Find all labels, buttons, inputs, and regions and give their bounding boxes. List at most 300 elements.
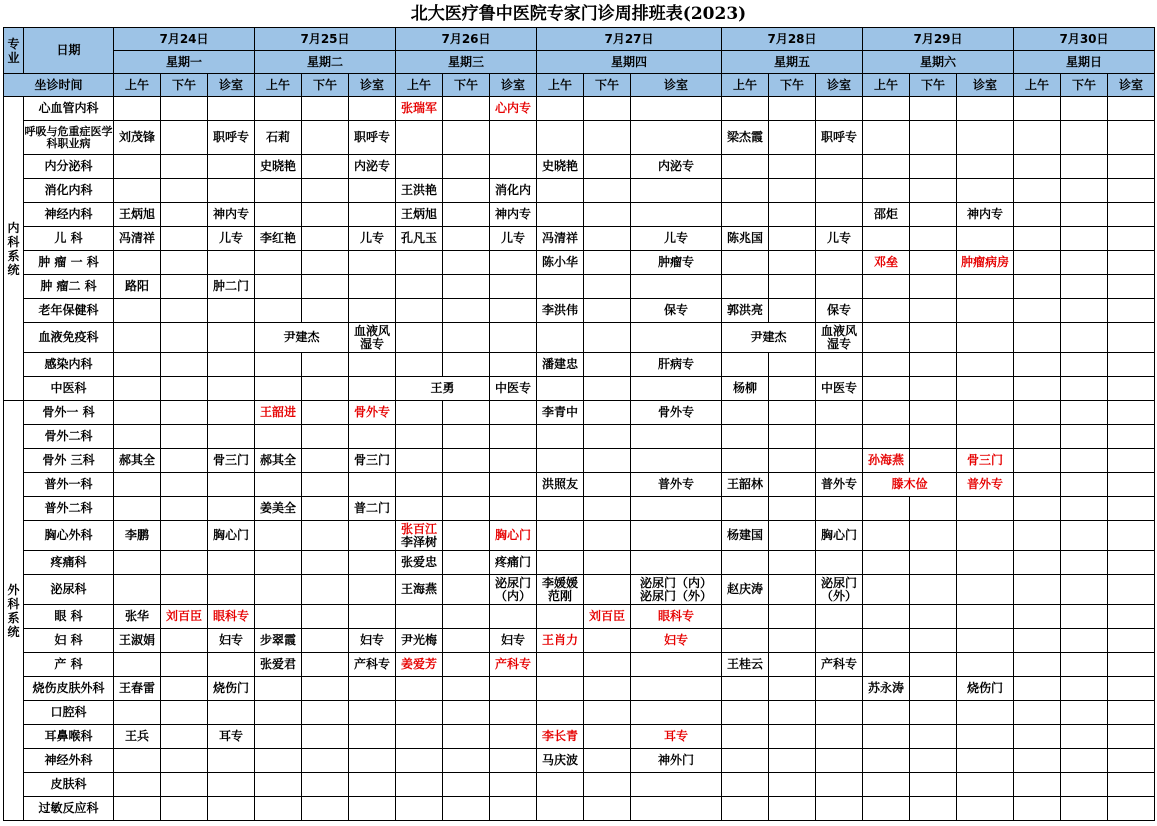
empty-cell bbox=[631, 425, 722, 449]
room-cell: 血液风湿专 bbox=[349, 323, 396, 353]
table-row bbox=[4, 677, 1155, 701]
empty-cell bbox=[302, 629, 349, 653]
empty-cell bbox=[1014, 773, 1061, 797]
empty-cell bbox=[1014, 203, 1061, 227]
empty-cell bbox=[1061, 551, 1108, 575]
empty-cell bbox=[255, 605, 302, 629]
empty-cell bbox=[302, 227, 349, 251]
room-cell: 烧伤门 bbox=[208, 677, 255, 701]
empty-cell bbox=[722, 401, 769, 425]
table-row bbox=[4, 203, 1155, 227]
empty-cell bbox=[722, 605, 769, 629]
empty-cell bbox=[302, 179, 349, 203]
doctor-cell: 尹建杰 bbox=[255, 323, 349, 353]
empty-cell bbox=[208, 797, 255, 821]
slot-header: 上午 bbox=[722, 74, 769, 97]
empty-cell bbox=[161, 473, 208, 497]
doctor-cell: 李长青 bbox=[537, 725, 584, 749]
empty-cell bbox=[302, 797, 349, 821]
empty-cell bbox=[490, 449, 537, 473]
empty-cell bbox=[816, 497, 863, 521]
empty-cell bbox=[910, 749, 957, 773]
empty-cell bbox=[1014, 323, 1061, 353]
empty-cell bbox=[722, 275, 769, 299]
doctor-cell: 杨建国 bbox=[722, 521, 769, 551]
empty-cell bbox=[161, 377, 208, 401]
empty-cell bbox=[302, 749, 349, 773]
empty-cell bbox=[537, 377, 584, 401]
empty-cell bbox=[349, 353, 396, 377]
empty-cell bbox=[396, 401, 443, 425]
empty-cell bbox=[722, 155, 769, 179]
empty-cell bbox=[863, 425, 910, 449]
day-weekday: 星期六 bbox=[863, 51, 1014, 74]
empty-cell bbox=[722, 449, 769, 473]
empty-cell bbox=[863, 299, 910, 323]
department-name: 中医科 bbox=[24, 377, 114, 401]
empty-cell bbox=[255, 677, 302, 701]
slot-header: 诊室 bbox=[631, 74, 722, 97]
room-cell: 妇专 bbox=[349, 629, 396, 653]
empty-cell bbox=[396, 353, 443, 377]
empty-cell bbox=[631, 97, 722, 121]
empty-cell bbox=[584, 275, 631, 299]
empty-cell bbox=[490, 701, 537, 725]
empty-cell bbox=[443, 179, 490, 203]
room-cell: 产科专 bbox=[816, 653, 863, 677]
empty-cell bbox=[1014, 227, 1061, 251]
empty-cell bbox=[769, 677, 816, 701]
empty-cell bbox=[910, 275, 957, 299]
room-cell: 神内专 bbox=[208, 203, 255, 227]
empty-cell bbox=[443, 227, 490, 251]
specialty-header: 专业 bbox=[4, 28, 24, 74]
empty-cell bbox=[910, 251, 957, 275]
empty-cell bbox=[863, 773, 910, 797]
empty-cell bbox=[114, 551, 161, 575]
table-row bbox=[4, 701, 1155, 725]
empty-cell bbox=[957, 629, 1014, 653]
empty-cell bbox=[957, 353, 1014, 377]
empty-cell bbox=[490, 251, 537, 275]
empty-cell bbox=[863, 725, 910, 749]
empty-cell bbox=[584, 251, 631, 275]
empty-cell bbox=[816, 797, 863, 821]
room-cell: 泌尿门（外） bbox=[816, 575, 863, 605]
empty-cell bbox=[1014, 299, 1061, 323]
empty-cell bbox=[722, 425, 769, 449]
room-cell: 骨三门 bbox=[208, 449, 255, 473]
empty-cell bbox=[863, 605, 910, 629]
session-time-header: 坐诊时间 bbox=[4, 74, 114, 97]
empty-cell bbox=[631, 203, 722, 227]
room-cell: 疼痛门 bbox=[490, 551, 537, 575]
empty-cell bbox=[255, 797, 302, 821]
doctor-cell: 冯清祥 bbox=[537, 227, 584, 251]
day-date: 7月26日 bbox=[396, 28, 537, 51]
empty-cell bbox=[302, 497, 349, 521]
empty-cell bbox=[957, 179, 1014, 203]
empty-cell bbox=[443, 497, 490, 521]
empty-cell bbox=[114, 97, 161, 121]
room-cell: 儿专 bbox=[490, 227, 537, 251]
empty-cell bbox=[349, 251, 396, 275]
empty-cell bbox=[769, 377, 816, 401]
empty-cell bbox=[769, 179, 816, 203]
page-title: 北大医疗鲁中医院专家门诊周排班表(2023) bbox=[410, 4, 747, 24]
empty-cell bbox=[816, 275, 863, 299]
department-name: 普外二科 bbox=[24, 497, 114, 521]
empty-cell bbox=[302, 251, 349, 275]
empty-cell bbox=[722, 497, 769, 521]
empty-cell bbox=[114, 377, 161, 401]
empty-cell bbox=[349, 97, 396, 121]
empty-cell bbox=[161, 701, 208, 725]
empty-cell bbox=[255, 275, 302, 299]
doctor-cell: 李红艳 bbox=[255, 227, 302, 251]
empty-cell bbox=[302, 203, 349, 227]
empty-cell bbox=[1014, 121, 1061, 155]
empty-cell bbox=[349, 425, 396, 449]
doctor-cell: 杨柳 bbox=[722, 377, 769, 401]
empty-cell bbox=[769, 797, 816, 821]
empty-cell bbox=[349, 203, 396, 227]
empty-cell bbox=[490, 473, 537, 497]
empty-cell bbox=[396, 473, 443, 497]
empty-cell bbox=[443, 353, 490, 377]
empty-cell bbox=[1014, 449, 1061, 473]
empty-cell bbox=[863, 653, 910, 677]
empty-cell bbox=[1061, 227, 1108, 251]
empty-cell bbox=[584, 521, 631, 551]
doctor-cell: 王洪艳 bbox=[396, 179, 443, 203]
empty-cell bbox=[816, 425, 863, 449]
room-cell: 产科专 bbox=[349, 653, 396, 677]
day-weekday: 星期一 bbox=[114, 51, 255, 74]
empty-cell bbox=[161, 521, 208, 551]
empty-cell bbox=[255, 473, 302, 497]
room-cell: 职呼专 bbox=[349, 121, 396, 155]
empty-cell bbox=[490, 275, 537, 299]
empty-cell bbox=[584, 773, 631, 797]
empty-cell bbox=[161, 121, 208, 155]
department-name: 泌尿科 bbox=[24, 575, 114, 605]
empty-cell bbox=[396, 701, 443, 725]
empty-cell bbox=[1061, 121, 1108, 155]
empty-cell bbox=[302, 725, 349, 749]
empty-cell bbox=[443, 605, 490, 629]
empty-cell bbox=[161, 425, 208, 449]
empty-cell bbox=[769, 575, 816, 605]
empty-cell bbox=[161, 299, 208, 323]
empty-cell bbox=[722, 251, 769, 275]
empty-cell bbox=[161, 401, 208, 425]
empty-cell bbox=[910, 497, 957, 521]
empty-cell bbox=[769, 551, 816, 575]
empty-cell bbox=[349, 575, 396, 605]
empty-cell bbox=[863, 401, 910, 425]
department-name: 烧伤皮肤外科 bbox=[24, 677, 114, 701]
empty-cell bbox=[769, 155, 816, 179]
day-date: 7月28日 bbox=[722, 28, 863, 51]
empty-cell bbox=[816, 629, 863, 653]
empty-cell bbox=[490, 497, 537, 521]
empty-cell bbox=[443, 629, 490, 653]
empty-cell bbox=[443, 551, 490, 575]
empty-cell bbox=[910, 299, 957, 323]
department-name: 妇 科 bbox=[24, 629, 114, 653]
empty-cell bbox=[396, 797, 443, 821]
doctor-cell: 尹光梅 bbox=[396, 629, 443, 653]
table-row bbox=[4, 749, 1155, 773]
doctor-cell: 洪照友 bbox=[537, 473, 584, 497]
doctor-cell: 邵炬 bbox=[863, 203, 910, 227]
empty-cell bbox=[349, 677, 396, 701]
empty-cell bbox=[910, 605, 957, 629]
empty-cell bbox=[863, 497, 910, 521]
empty-cell bbox=[255, 749, 302, 773]
empty-cell bbox=[1108, 749, 1155, 773]
empty-cell bbox=[396, 299, 443, 323]
empty-cell bbox=[910, 629, 957, 653]
empty-cell bbox=[302, 677, 349, 701]
empty-cell bbox=[957, 497, 1014, 521]
empty-cell bbox=[1014, 155, 1061, 179]
empty-cell bbox=[1108, 521, 1155, 551]
empty-cell bbox=[1061, 299, 1108, 323]
empty-cell bbox=[816, 449, 863, 473]
room-cell: 产科专 bbox=[490, 653, 537, 677]
table-row bbox=[4, 179, 1155, 203]
table-row bbox=[4, 299, 1155, 323]
day-weekday: 星期日 bbox=[1014, 51, 1155, 74]
day-date: 7月30日 bbox=[1014, 28, 1155, 51]
empty-cell bbox=[537, 653, 584, 677]
empty-cell bbox=[443, 251, 490, 275]
slot-header: 诊室 bbox=[1108, 74, 1155, 97]
empty-cell bbox=[208, 497, 255, 521]
table-row bbox=[4, 323, 1155, 353]
empty-cell bbox=[302, 473, 349, 497]
doctor-cell bbox=[396, 521, 443, 551]
empty-cell bbox=[722, 551, 769, 575]
empty-cell bbox=[302, 773, 349, 797]
empty-cell bbox=[957, 797, 1014, 821]
empty-cell bbox=[396, 677, 443, 701]
empty-cell bbox=[208, 179, 255, 203]
empty-cell bbox=[769, 629, 816, 653]
empty-cell bbox=[1061, 473, 1108, 497]
room-cell: 中医专 bbox=[816, 377, 863, 401]
empty-cell bbox=[769, 425, 816, 449]
table-row bbox=[4, 155, 1155, 179]
empty-cell bbox=[537, 449, 584, 473]
empty-cell bbox=[1014, 521, 1061, 551]
slot-header: 上午 bbox=[537, 74, 584, 97]
empty-cell bbox=[1108, 629, 1155, 653]
empty-cell bbox=[255, 575, 302, 605]
table-row bbox=[4, 121, 1155, 155]
empty-cell bbox=[114, 473, 161, 497]
room-cell: 胸心门 bbox=[816, 521, 863, 551]
empty-cell bbox=[1014, 629, 1061, 653]
empty-cell bbox=[1014, 251, 1061, 275]
empty-cell bbox=[537, 179, 584, 203]
empty-cell bbox=[255, 425, 302, 449]
date-header: 日期 bbox=[24, 28, 114, 74]
empty-cell bbox=[537, 521, 584, 551]
empty-cell bbox=[631, 377, 722, 401]
empty-cell bbox=[769, 473, 816, 497]
empty-cell bbox=[584, 299, 631, 323]
doctor-cell: 姜爱芳 bbox=[396, 653, 443, 677]
empty-cell bbox=[114, 425, 161, 449]
slot-header: 诊室 bbox=[208, 74, 255, 97]
empty-cell bbox=[302, 155, 349, 179]
empty-cell bbox=[255, 353, 302, 377]
empty-cell bbox=[1108, 701, 1155, 725]
doctor-cell: 李青中 bbox=[537, 401, 584, 425]
empty-cell bbox=[161, 179, 208, 203]
empty-cell bbox=[1108, 677, 1155, 701]
doctor-cell: 邓垒 bbox=[863, 251, 910, 275]
slot-header: 上午 bbox=[255, 74, 302, 97]
empty-cell bbox=[584, 701, 631, 725]
doctor-cell: 郭洪亮 bbox=[722, 299, 769, 323]
room-cell: 保专 bbox=[631, 299, 722, 323]
cell-line: 泌尿门（内） bbox=[639, 575, 712, 590]
empty-cell bbox=[910, 179, 957, 203]
empty-cell bbox=[769, 521, 816, 551]
empty-cell bbox=[1014, 701, 1061, 725]
empty-cell bbox=[910, 377, 957, 401]
empty-cell bbox=[396, 605, 443, 629]
empty-cell bbox=[1061, 677, 1108, 701]
empty-cell bbox=[722, 773, 769, 797]
department-name: 血液免疫科 bbox=[24, 323, 114, 353]
room-cell: 妇专 bbox=[631, 629, 722, 653]
empty-cell bbox=[1108, 401, 1155, 425]
empty-cell bbox=[910, 701, 957, 725]
empty-cell bbox=[722, 97, 769, 121]
empty-cell bbox=[957, 725, 1014, 749]
empty-cell bbox=[816, 701, 863, 725]
empty-cell bbox=[863, 551, 910, 575]
empty-cell bbox=[816, 155, 863, 179]
doctor-cell: 王肖力 bbox=[537, 629, 584, 653]
empty-cell bbox=[1014, 677, 1061, 701]
empty-cell bbox=[396, 725, 443, 749]
empty-cell bbox=[769, 401, 816, 425]
slot-header: 下午 bbox=[443, 74, 490, 97]
empty-cell bbox=[816, 401, 863, 425]
doctor-cell: 郝其全 bbox=[114, 449, 161, 473]
empty-cell bbox=[208, 749, 255, 773]
empty-cell bbox=[957, 401, 1014, 425]
doctor-cell: 石莉 bbox=[255, 121, 302, 155]
room-cell: 职呼专 bbox=[816, 121, 863, 155]
empty-cell bbox=[302, 425, 349, 449]
empty-cell bbox=[443, 401, 490, 425]
empty-cell bbox=[910, 725, 957, 749]
empty-cell bbox=[1014, 179, 1061, 203]
empty-cell bbox=[1108, 251, 1155, 275]
empty-cell bbox=[537, 701, 584, 725]
empty-cell bbox=[910, 353, 957, 377]
empty-cell bbox=[302, 121, 349, 155]
empty-cell bbox=[631, 275, 722, 299]
empty-cell bbox=[443, 653, 490, 677]
table-row bbox=[4, 629, 1155, 653]
slot-header: 下午 bbox=[1061, 74, 1108, 97]
empty-cell bbox=[443, 449, 490, 473]
empty-cell bbox=[631, 323, 722, 353]
day-date: 7月25日 bbox=[255, 28, 396, 51]
table-row bbox=[4, 551, 1155, 575]
doctor-cell: 尹建杰 bbox=[722, 323, 816, 353]
cell-line: 范刚 bbox=[547, 588, 572, 603]
table-row bbox=[4, 353, 1155, 377]
table-row bbox=[4, 497, 1155, 521]
empty-cell bbox=[114, 401, 161, 425]
room-cell: 肿二门 bbox=[208, 275, 255, 299]
empty-cell bbox=[769, 653, 816, 677]
empty-cell bbox=[255, 773, 302, 797]
empty-cell bbox=[114, 299, 161, 323]
empty-cell bbox=[443, 275, 490, 299]
empty-cell bbox=[816, 203, 863, 227]
table-row bbox=[4, 275, 1155, 299]
empty-cell bbox=[816, 677, 863, 701]
empty-cell bbox=[490, 401, 537, 425]
department-name: 肿 瘤二 科 bbox=[24, 275, 114, 299]
empty-cell bbox=[443, 299, 490, 323]
empty-cell bbox=[302, 449, 349, 473]
empty-cell bbox=[1108, 377, 1155, 401]
slot-header: 诊室 bbox=[490, 74, 537, 97]
empty-cell bbox=[1061, 701, 1108, 725]
empty-cell bbox=[957, 97, 1014, 121]
room-cell bbox=[631, 575, 722, 605]
empty-cell bbox=[863, 353, 910, 377]
room-cell: 眼科专 bbox=[631, 605, 722, 629]
day-weekday: 星期三 bbox=[396, 51, 537, 74]
empty-cell bbox=[208, 323, 255, 353]
empty-cell bbox=[443, 97, 490, 121]
slot-header: 下午 bbox=[584, 74, 631, 97]
empty-cell bbox=[1108, 323, 1155, 353]
empty-cell bbox=[816, 725, 863, 749]
room-cell: 烧伤门 bbox=[957, 677, 1014, 701]
room-cell: 普外专 bbox=[957, 473, 1014, 497]
empty-cell bbox=[910, 677, 957, 701]
day-date: 7月29日 bbox=[863, 28, 1014, 51]
room-cell: 肿瘤病房 bbox=[957, 251, 1014, 275]
empty-cell bbox=[863, 377, 910, 401]
empty-cell bbox=[863, 179, 910, 203]
empty-cell bbox=[1061, 425, 1108, 449]
empty-cell bbox=[910, 773, 957, 797]
empty-cell bbox=[584, 725, 631, 749]
department-name: 骨外 三科 bbox=[24, 449, 114, 473]
empty-cell bbox=[957, 155, 1014, 179]
empty-cell bbox=[1061, 575, 1108, 605]
department-name: 感染内科 bbox=[24, 353, 114, 377]
empty-cell bbox=[584, 677, 631, 701]
room-cell: 消化内 bbox=[490, 179, 537, 203]
doctor-cell: 张华 bbox=[114, 605, 161, 629]
empty-cell bbox=[1014, 97, 1061, 121]
